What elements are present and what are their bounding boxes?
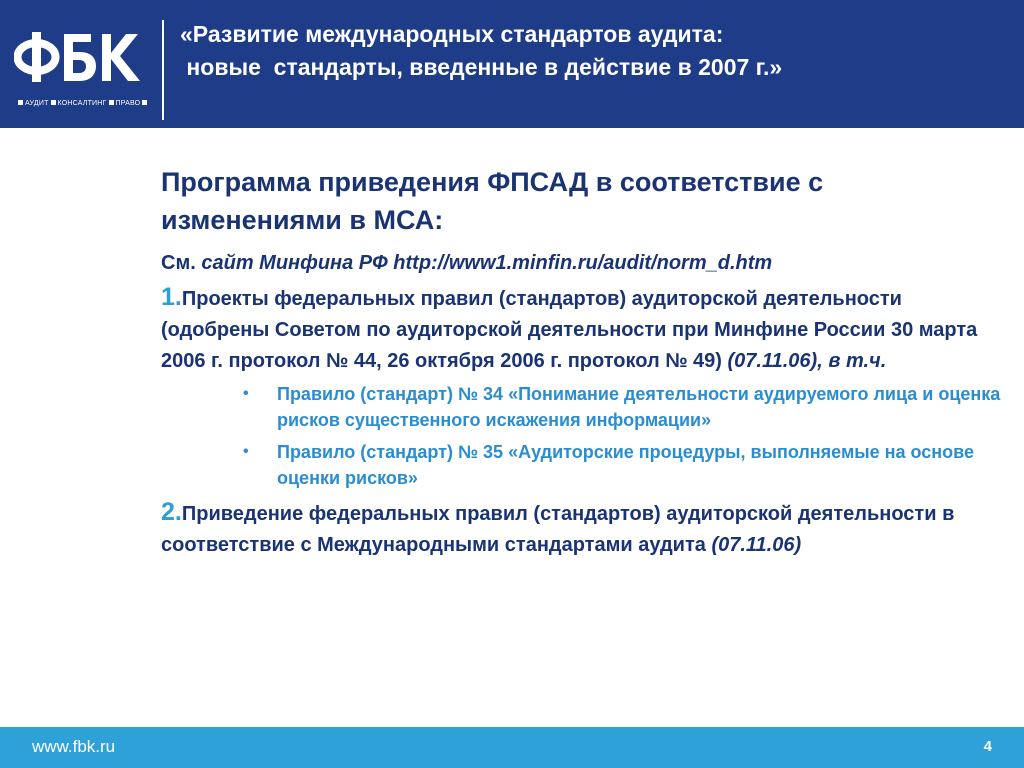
footer-bar <box>0 727 1024 768</box>
bullet-item-35 <box>161 439 1001 491</box>
bullet-item-34 <box>161 381 1001 433</box>
header-bar <box>0 0 1024 128</box>
item-number: 1. <box>161 283 182 311</box>
item-number: 2. <box>161 498 182 526</box>
slide-title-line2: новые стандарты, введенные в действие в 2007 г.» <box>180 54 783 80</box>
fbk-logo <box>14 28 144 118</box>
item-text: Приведение федеральных правил (стандартов) аудиторской деятельности в соответствие с Международными стандартами аудита <box>161 503 955 556</box>
item-date: (07.11.06) <box>711 534 802 556</box>
page-number: 4 <box>983 738 992 755</box>
content-heading: Программа приведения ФПСАД в соответствие с изменениями в МСА: <box>161 167 824 235</box>
fbk-logo-mark <box>14 28 144 98</box>
item-date: (07.11.06), в т.ч. <box>727 350 887 372</box>
bullet-text: Правило (стандарт) № 35 «Аудиторские процедуры, выполняемые на основе оценки рисков» <box>277 442 975 488</box>
header-divider <box>162 20 164 120</box>
bullet-text: Правило (стандарт) № 34 «Понимание деятельности аудируемого лица и оценка рисков существенного искажения информации» <box>277 384 1001 430</box>
bullet-list <box>161 381 1001 491</box>
minfin-link[interactable]: сайт Минфина РФ http://www1.minfin.ru/audit/norm_d.htm <box>201 252 773 274</box>
see-prefix: См. <box>161 252 202 274</box>
logo-tagline: АУДИТ КОНСАЛТИНГ ПРАВО <box>16 100 149 107</box>
list-item-1 <box>161 282 1001 377</box>
slide-content <box>161 163 1001 561</box>
see-reference <box>161 249 1001 277</box>
bullet-icon: • <box>243 443 249 460</box>
bullet-icon: • <box>243 385 249 402</box>
footer-url-link[interactable]: www.fbk.ru <box>32 737 116 756</box>
slide-title <box>180 18 1000 84</box>
slide-title-line1: «Развитие международных стандартов аудита: <box>180 21 724 47</box>
list-item-2 <box>161 497 1001 561</box>
item-text: Проекты федеральных правил (стандартов) аудиторской деятельности (одобрены Советом по аудиторской деятельности при Минфине России 30 марта 2006 г. протокол № 44, 26 октября 2006 г. протокол № 49) <box>161 288 978 372</box>
